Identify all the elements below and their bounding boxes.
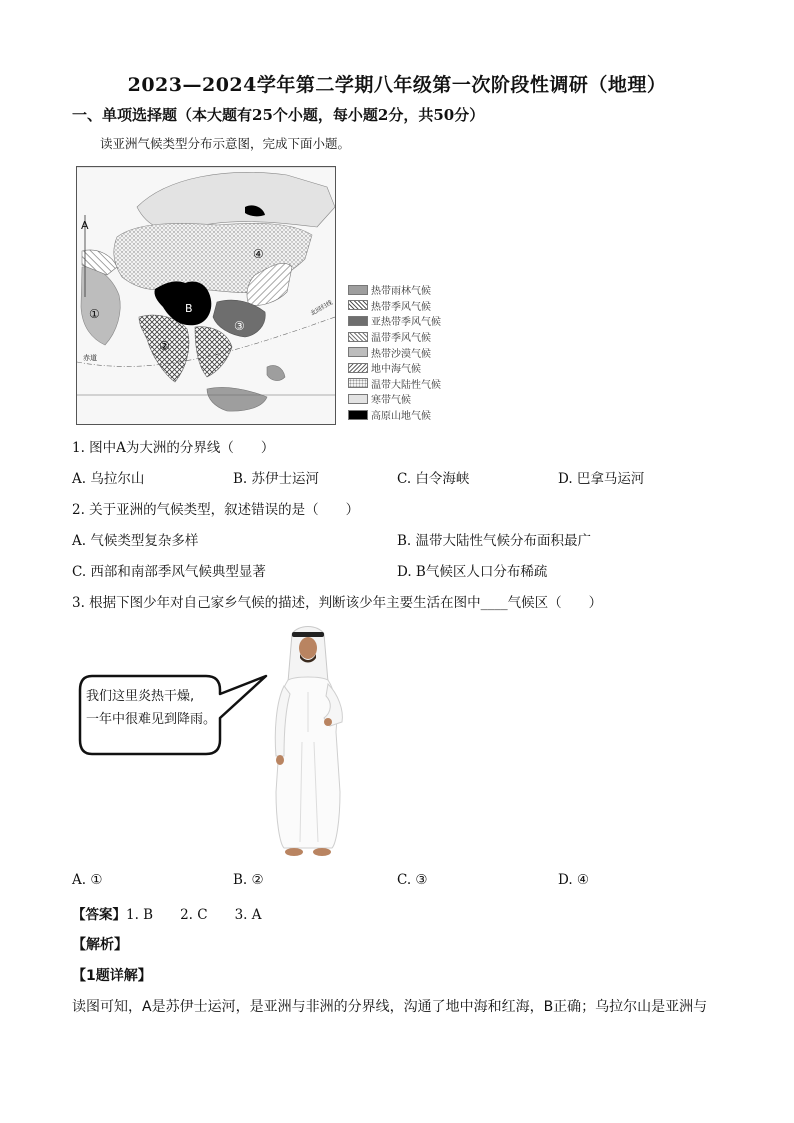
legend-swatch: [348, 332, 368, 342]
analysis-tag: 【解析】: [72, 937, 128, 953]
map-label-4: ④: [253, 247, 264, 261]
legend-swatch: [348, 300, 368, 310]
legend-item: [348, 391, 458, 407]
q1-option-c[interactable]: C. 白令海峡: [397, 471, 470, 487]
q2-option-d[interactable]: D. B气候区人口分布稀疏: [397, 564, 548, 580]
legend-item: [348, 282, 458, 298]
legend-label: 热带雨林气候: [371, 286, 431, 298]
legend-item: [348, 407, 458, 423]
q3-option-d[interactable]: D. ④: [558, 872, 590, 888]
map-label-1: ①: [89, 307, 100, 321]
map-legend: [348, 282, 458, 422]
legend-label: 温带季风气候: [371, 333, 431, 345]
page-title: 2023—2024学年第二学期八年级第一次阶段性调研（地理）: [127, 74, 667, 96]
legend-swatch: [348, 363, 368, 373]
map-label-b: B: [185, 302, 193, 315]
legend-label: 亚热带季风气候: [371, 317, 441, 329]
legend-label: 温带大陆性气候: [371, 379, 441, 391]
analysis-paragraph: 读图可知，A是苏伊士运河，是亚洲与非洲的分界线，沟通了地中海和红海，B正确；乌拉尔山是亚洲与: [72, 999, 708, 1015]
q3-option-c[interactable]: C. ③: [397, 872, 428, 888]
question-2-stem: 2. 关于亚洲的气候类型，叙述错误的是（ ）: [72, 502, 360, 518]
asia-climate-map: [76, 166, 336, 425]
q2-option-b[interactable]: B. 温带大陆性气候分布面积最广: [397, 533, 592, 549]
q3-option-a[interactable]: A. ①: [72, 872, 103, 888]
legend-label: 热带沙漠气候: [371, 348, 431, 360]
map-label-a: A: [81, 219, 89, 232]
legend-swatch: [348, 378, 368, 388]
q1-option-d[interactable]: D. 巴拿马运河: [558, 471, 645, 487]
intro-text: 读亚洲气候类型分布示意图，完成下面小题。: [100, 136, 351, 151]
question-3-stem: 3. 根据下图少年对自己家乡气候的描述，判断该少年主要生活在图中____气候区（ ）: [72, 595, 603, 611]
map-label-equator: 赤道: [83, 354, 97, 362]
q1-option-b[interactable]: B. 苏伊士运河: [233, 471, 320, 487]
question-1-stem: 1. 图中A为大洲的分界线（ ）: [72, 440, 275, 456]
man-figure-icon: [262, 622, 354, 860]
legend-item: [348, 360, 458, 376]
legend-swatch: [348, 410, 368, 420]
answer-tag: 【答案】: [72, 907, 126, 923]
legend-label: 寒带气候: [371, 395, 411, 407]
map-label-3: ③: [234, 319, 245, 333]
speech-bubble: [78, 672, 268, 758]
legend-label: 地中海气候: [371, 364, 421, 376]
answer-line: [72, 903, 262, 923]
legend-item: [348, 344, 458, 360]
legend-item: [348, 313, 458, 329]
legend-swatch: [348, 347, 368, 357]
speech-line-1: 我们这里炎热干燥,: [86, 689, 195, 704]
legend-swatch: [348, 394, 368, 404]
legend-label: 热带季风气候: [371, 301, 431, 313]
legend-item: [348, 298, 458, 314]
q2-option-c[interactable]: C. 西部和南部季风气候典型显著: [72, 564, 266, 580]
detail-title: 【1题详解】: [72, 968, 152, 984]
legend-item: [348, 329, 458, 345]
q2-option-a[interactable]: A. 气候类型复杂多样: [72, 533, 199, 549]
map-illustration: [77, 167, 335, 424]
map-label-tropic: 北回归线: [309, 299, 334, 318]
man-in-robe-illustration: [262, 622, 354, 860]
q1-option-a[interactable]: A. 乌拉尔山: [72, 471, 145, 487]
legend-swatch: [348, 316, 368, 326]
legend-label: 高原山地气候: [371, 411, 431, 423]
legend-swatch: [348, 285, 368, 295]
speech-line-2: 一年中很难见到降雨。: [86, 712, 217, 727]
answer-text: 1. B 2. C 3. A: [126, 907, 262, 923]
map-label-2: ②: [159, 339, 170, 353]
section-heading: 一、单项选择题（本大题有25个小题，每小题2分，共50分）: [72, 106, 485, 124]
q3-option-b[interactable]: B. ②: [233, 872, 264, 888]
legend-item: [348, 376, 458, 392]
